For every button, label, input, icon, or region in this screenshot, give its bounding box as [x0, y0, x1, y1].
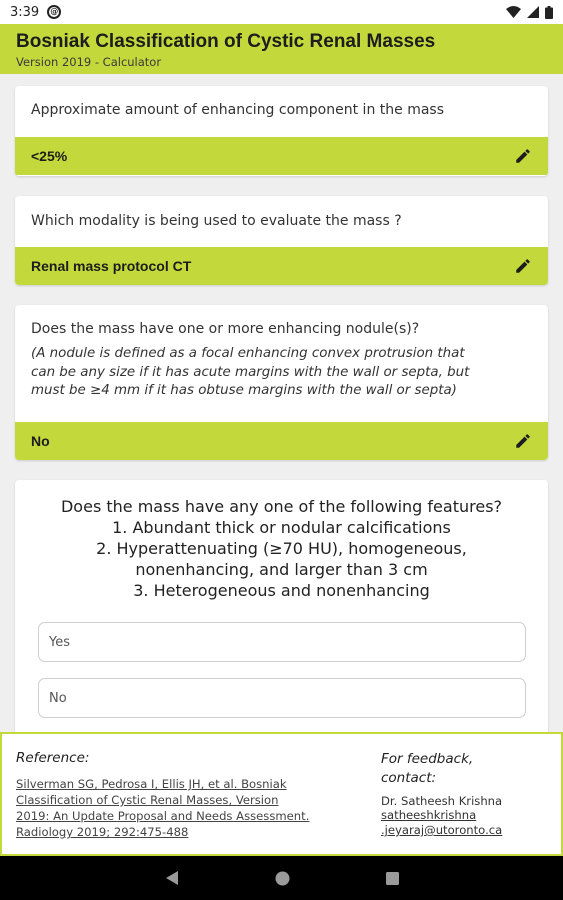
question-list[interactable]	[0, 74, 563, 732]
pencil-icon[interactable]	[514, 257, 532, 275]
question-line: Does the mass have any one of the following features?	[60, 497, 503, 516]
question-line: 1. Abundant thick or nodular calcifications	[112, 518, 451, 537]
system-nav-bar	[0, 856, 563, 900]
feedback-label-line: For feedback,	[381, 751, 474, 767]
nodule-definition-note	[15, 345, 548, 401]
question-card-modality	[15, 196, 548, 285]
answer-value: No	[31, 433, 50, 449]
recents-icon[interactable]	[386, 872, 399, 885]
status-time: 3:39	[10, 4, 40, 20]
question-card-nodule	[15, 305, 548, 460]
note-line: must be ≥4 mm if it has obtuse margins with the wall or septa)	[31, 383, 457, 398]
option-yes-button[interactable]: Yes	[38, 622, 526, 662]
reference-line: Silverman SG, Pedrosa I, Ellis JH, et al. Bosniak	[16, 777, 287, 791]
note-line: can be any size if it has acute margins with the wall or septa, but	[31, 364, 470, 380]
reference-section	[16, 750, 351, 854]
battery-icon	[545, 6, 553, 19]
pencil-icon[interactable]	[514, 432, 532, 450]
notification-icon: @	[47, 5, 61, 19]
question-text: Does the mass have one or more enhancing nodule(s)?	[31, 321, 420, 337]
feedback-section	[381, 750, 546, 854]
reference-line: 2019: An Update Proposal and Needs Assessment.	[16, 809, 310, 823]
question-line: nonenhancing, and larger than 3 cm	[135, 560, 428, 579]
current-question-text	[15, 480, 548, 601]
reference-link[interactable]	[16, 776, 351, 840]
question-card-enhancing-amount	[15, 86, 548, 176]
reference-line: Radiology 2019; 292:475-488	[16, 825, 189, 839]
status-bar	[0, 0, 563, 24]
answer-row-modality[interactable]	[15, 247, 548, 285]
email-line: satheeshkrishna	[381, 808, 477, 822]
app-title: Bosniak Classification of Cystic Renal Masses	[16, 31, 436, 52]
back-icon[interactable]	[165, 870, 179, 886]
feedback-label-line: contact:	[381, 770, 437, 786]
answer-row-nodule[interactable]	[15, 422, 548, 460]
option-no-button[interactable]: No	[38, 678, 526, 718]
reference-footer	[0, 732, 563, 856]
wifi-icon	[506, 6, 521, 18]
status-icons	[506, 6, 553, 19]
question-line: 2. Hyperattenuating (≥70 HU), homogeneous,	[96, 539, 467, 558]
question-text: Approximate amount of enhancing component in the mass	[31, 102, 444, 118]
reference-line: Classification of Cystic Renal Masses, Version	[16, 793, 279, 807]
contact-email-link[interactable]	[381, 808, 546, 838]
email-line: .jeyaraj@utoronto.ca	[381, 823, 503, 837]
current-question-card	[15, 480, 548, 732]
app-bar	[0, 24, 563, 74]
signal-icon	[527, 6, 539, 18]
feedback-label	[381, 750, 546, 788]
note-line: (A nodule is defined as a focal enhancing convex protrusion that	[31, 346, 465, 361]
question-text: Which modality is being used to evaluate the mass ?	[31, 213, 402, 229]
contact-name: Dr. Satheesh Krishna	[381, 794, 503, 808]
app-subtitle: Version 2019 - Calculator	[16, 55, 162, 69]
answer-value: <25%	[31, 148, 68, 164]
reference-label: Reference:	[16, 750, 90, 766]
pencil-icon[interactable]	[514, 147, 532, 165]
answer-value: Renal mass protocol CT	[31, 258, 192, 274]
answer-row-enhancing-amount[interactable]	[15, 137, 548, 175]
home-icon[interactable]	[275, 871, 290, 886]
question-line: 3. Heterogeneous and nonenhancing	[133, 581, 430, 600]
